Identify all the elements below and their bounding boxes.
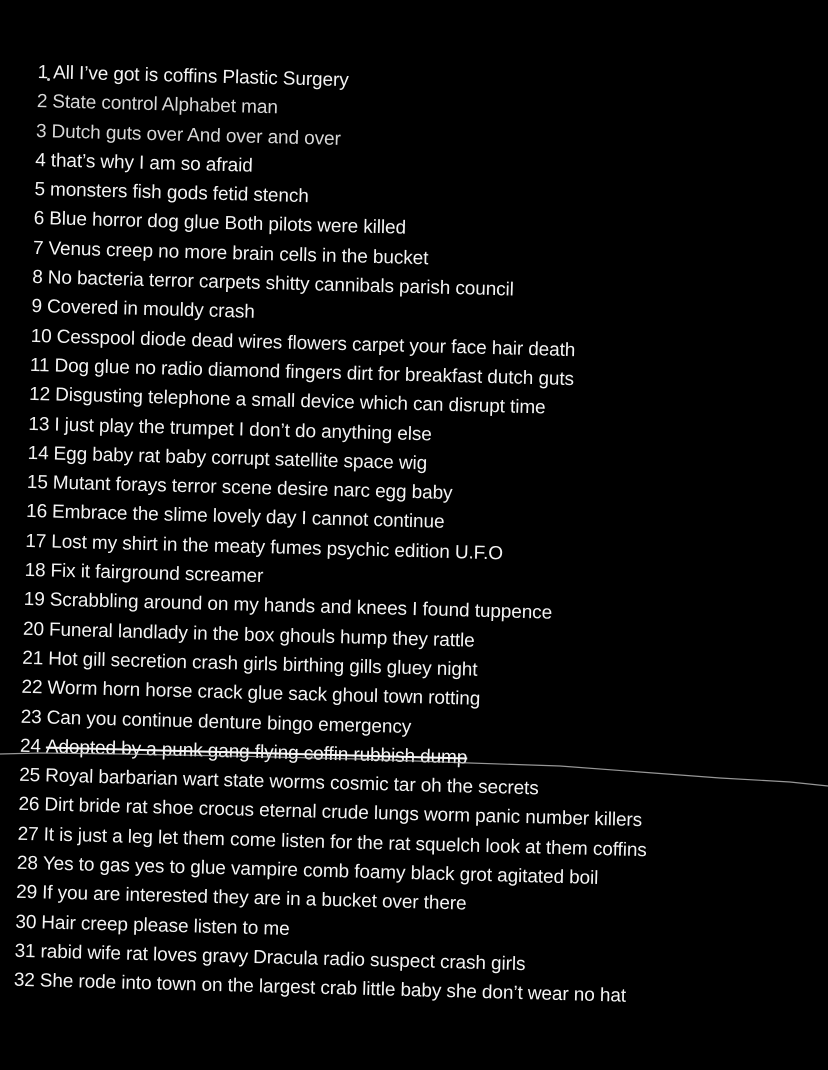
line-text: Hair creep please listen to me — [41, 911, 290, 940]
line-number: 6 — [33, 208, 45, 230]
line-number: 16 — [25, 501, 48, 523]
line-text: Scrabbling around on my hands and knees I found tuppence — [49, 589, 553, 624]
line-number: 9 — [31, 296, 43, 318]
line-text: Can you continue denture bingo emergency — [46, 706, 412, 738]
line-number: 4 — [35, 149, 47, 172]
line-number: 22 — [21, 677, 43, 699]
line-number: 5 — [34, 179, 46, 201]
line-number: 3 — [35, 120, 47, 142]
line-number: 12 — [28, 384, 51, 406]
line-number: 2 — [36, 91, 48, 113]
line-number: 10 — [30, 325, 52, 348]
line-text: Funeral landlady in the box ghouls hump they rattle — [48, 619, 475, 652]
line-text: She rode into town on the largest crab little baby she don’t wear no hat — [39, 970, 627, 1007]
line-text: Covered in mouldy crash — [46, 296, 256, 324]
line-text: Hot gill secretion crash girls birthing gills gluey night — [47, 648, 478, 681]
line-text: State control Alphabet man — [52, 91, 279, 119]
line-number: 7 — [32, 237, 44, 259]
line-text: Fix it fairground screamer — [50, 560, 264, 588]
line-number: 29 — [15, 882, 38, 904]
line-text: Lost my shirt in the meaty fumes psychic edition U.F.O — [51, 531, 504, 565]
line-text: Worm horn horse crack glue sack ghoul town rotting — [47, 677, 481, 711]
line-text: All I’ve got is coffins Plastic Surgery — [52, 62, 349, 92]
line-text: Cesspool diode dead wires flowers carpet your face hair death — [56, 326, 576, 361]
line-text: Yes to gas yes to glue vampire comb foamy black grot agitated boil — [42, 853, 599, 889]
line-number: 14 — [27, 442, 49, 465]
line-text: Venus creep no more brain cells in the bucket — [48, 238, 429, 270]
line-text: Embrace the slime lovely day I cannot continue — [51, 501, 445, 534]
line-number: 31 — [14, 940, 36, 963]
line-number: 15 — [26, 472, 49, 494]
line-number: 11 — [29, 354, 50, 377]
line-text: If you are interested they are in a bucket over there — [41, 882, 467, 915]
line-number: 21 — [22, 647, 44, 670]
line-number: 18 — [24, 559, 46, 582]
line-number: 20 — [22, 618, 45, 640]
line-text: Egg baby rat baby corrupt satellite space wig — [53, 443, 428, 475]
line-text: Mutant forays terror scene desire narc egg baby — [52, 472, 453, 505]
line-number: 23 — [20, 706, 42, 728]
numbered-list — [13, 58, 817, 1016]
line-number: 27 — [17, 823, 39, 845]
line-text: Adopted by a punk gang flying coffin rubbish dump — [45, 736, 468, 769]
line-number: 1 — [37, 61, 49, 84]
line-number: 28 — [16, 852, 39, 875]
line-number: 24 — [19, 735, 42, 758]
line-text: Disgusting telephone a small device which can disrupt time — [54, 384, 546, 419]
line-number: 25 — [18, 764, 41, 787]
line-number: 26 — [18, 794, 40, 816]
line-number: 17 — [25, 530, 47, 553]
line-text: rabid wife rat loves gravy Dracula radio suspect crash girls — [40, 941, 526, 975]
line-number: 19 — [23, 589, 46, 611]
line-text: monsters fish gods fetid stench — [49, 179, 310, 208]
line-number: 30 — [15, 911, 37, 933]
line-number: 13 — [28, 413, 50, 435]
line-text: Dog glue no radio diamond fingers dirt for breakfast dutch guts — [54, 355, 575, 391]
line-number: 32 — [13, 969, 36, 992]
line-text: No bacteria terror carpets shitty cannibals parish council — [47, 267, 515, 301]
line-text: It is just a leg let them come listen for the rat squelch look at them coffins — [43, 824, 647, 861]
line-text: Dirt bride rat shoe crocus eternal crude lungs worm panic number killers — [44, 794, 643, 832]
line-text: Dutch guts over And over and over — [51, 120, 341, 150]
line-text: Royal barbarian wart state worms cosmic tar oh the secrets — [44, 765, 539, 800]
line-text: I just play the trumpet I don’t do anything else — [54, 414, 433, 445]
line-text: that’s why I am so afraid — [50, 150, 254, 177]
line-number: 8 — [31, 267, 43, 289]
line-text: Blue horror dog glue Both pilots were killed — [48, 208, 407, 240]
